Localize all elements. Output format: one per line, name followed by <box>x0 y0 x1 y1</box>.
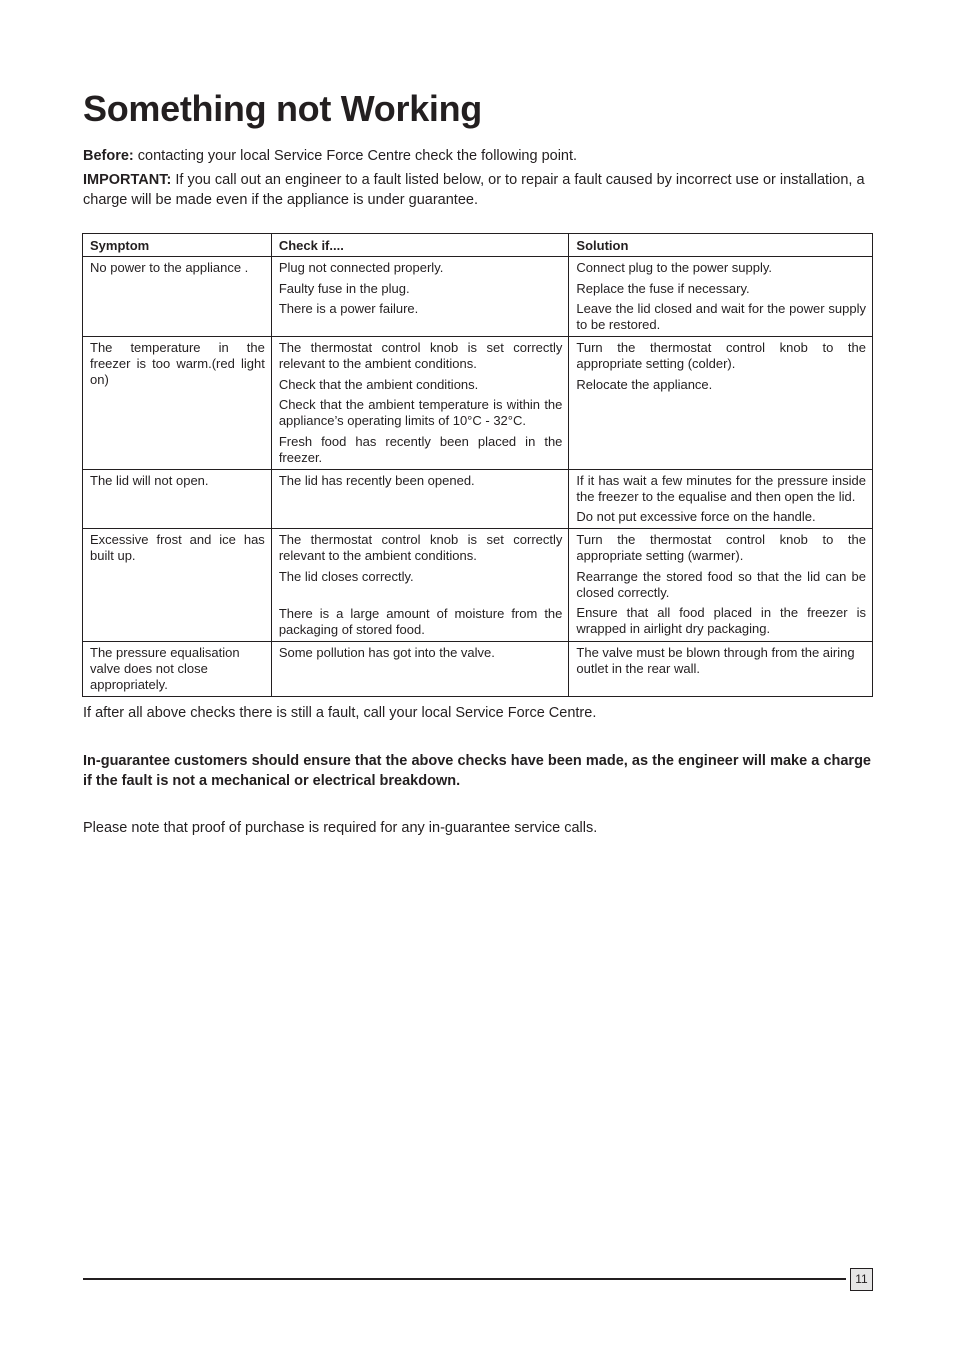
after-checks-note: If after all above checks there is still a fault, call your local Service Force Centre. <box>83 705 597 721</box>
symptom-text: The lid will not open. <box>90 472 209 488</box>
check-item: Plug not connected properly. <box>278 260 444 275</box>
symptom-text: Excessive frost and ice has built up. <box>90 532 265 563</box>
check-item: The lid closes correctly. <box>278 568 414 584</box>
solution-item: Turn the thermostat control knob to the appropriate setting (colder). <box>576 340 866 371</box>
solution-item: Do not put excessive force on the handle. <box>576 509 816 524</box>
solution-item: Connect plug to the power supply. <box>576 260 773 275</box>
solution-item: Replace the fuse if necessary. <box>576 280 750 296</box>
check-item: Fresh food has recently been placed in the freezer. <box>278 433 563 465</box>
solution-item: Leave the lid closed and wait for the power supply to be restored. <box>576 301 866 332</box>
check-item: There is a large amount of moisture from the packaging of stored food. <box>278 606 563 637</box>
check-item: There is a power failure. <box>278 301 419 316</box>
header-solution: Solution <box>569 234 873 257</box>
symptom-text: The pressure equalisation valve does not close appropriately. <box>90 645 240 692</box>
symptom-cell <box>83 337 272 470</box>
solution-item: If it has wait a few minutes for the pressure inside the freezer to the equalise and then open the lid. <box>576 472 866 504</box>
solution-item: Relocate the appliance. <box>576 376 713 392</box>
symptom-cell <box>83 469 272 529</box>
solution-cell <box>569 642 873 697</box>
solution-item: Ensure that all food placed in the freezer is wrapped in airlight dry packaging. <box>576 605 866 636</box>
check-cell <box>271 469 569 529</box>
check-item: The lid has recently been opened. <box>278 472 475 488</box>
table-header-row <box>83 234 873 257</box>
symptom-text: The temperature in the freezer is too warm.(red light on) <box>90 340 265 387</box>
solution-cell <box>569 469 873 529</box>
footer-rule <box>83 1278 846 1280</box>
table-row <box>83 642 873 697</box>
check-item: The thermostat control knob is set correctly relevant to the ambient conditions. <box>278 532 563 563</box>
check-cell <box>271 529 569 642</box>
solution-cell <box>569 257 873 337</box>
check-item: Faulty fuse in the plug. <box>278 280 410 296</box>
check-item: The thermostat control knob is set correctly relevant to the ambient conditions. <box>278 340 563 371</box>
important-note <box>83 171 871 210</box>
solution-cell <box>569 337 873 470</box>
symptom-cell <box>83 529 272 642</box>
proof-of-purchase-note: Please note that proof of purchase is required for any in-guarantee service calls. <box>83 820 598 836</box>
check-cell <box>271 337 569 470</box>
solution-cell <box>569 529 873 642</box>
symptom-text: No power to the appliance . <box>90 260 249 275</box>
check-item: Check that the ambient conditions. <box>278 376 479 392</box>
check-cell <box>271 257 569 337</box>
table-row <box>83 337 873 470</box>
header-check-if: Check if.... <box>271 234 569 257</box>
solution-item: Rearrange the stored food so that the lid can be closed correctly. <box>576 568 866 600</box>
spacer <box>279 589 563 606</box>
before-text: contacting your local Service Force Centre check the following point. <box>133 148 578 164</box>
table-row <box>83 529 873 642</box>
table-row <box>83 257 873 337</box>
page-number: 11 <box>850 1268 873 1291</box>
check-item: Check that the ambient temperature is within the appliance’s operating limits of 10°C - 32°C. <box>278 397 563 428</box>
symptom-cell <box>83 642 272 697</box>
page-title: Something not Working <box>83 88 482 129</box>
symptom-cell <box>83 257 272 337</box>
solution-item: The valve must be blown through from the airing outlet in the rear wall. <box>576 645 855 676</box>
check-cell <box>271 642 569 697</box>
before-label: Before: <box>83 148 134 164</box>
header-symptom: Symptom <box>83 234 272 257</box>
guarantee-note: In-guarantee customers should ensure that the above checks have been made, as the engineer will make a charge if the fault is not a mechanical or electrical breakdown. <box>83 753 871 789</box>
solution-item: Turn the thermostat control knob to the appropriate setting (warmer). <box>576 532 866 563</box>
table-row <box>83 469 873 529</box>
before-note <box>83 147 871 167</box>
important-label: IMPORTANT: <box>83 172 172 188</box>
check-item: Some pollution has got into the valve. <box>278 645 495 660</box>
troubleshooting-table <box>82 233 873 697</box>
important-text: If you call out an engineer to a fault listed below, or to repair a fault caused by incorrect use or installation, a charge will be made even if the appliance is under guarantee. <box>83 172 865 208</box>
